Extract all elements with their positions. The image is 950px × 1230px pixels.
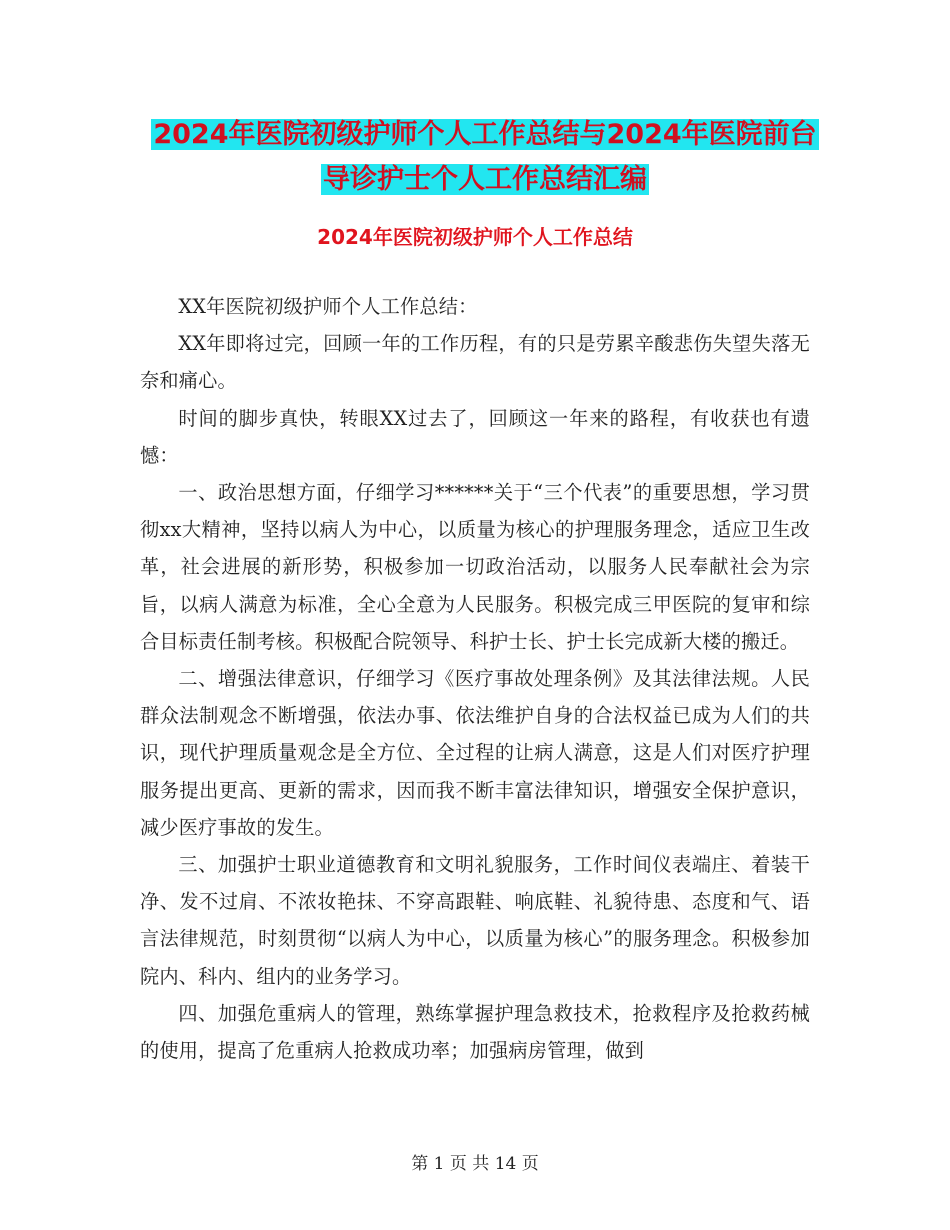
paragraph: 三、加强护士职业道德教育和文明礼貌服务，工作时间仪表端庄、着装干净、发不过肩、不浓妆艳抹、不穿高跟鞋、响底鞋、礼貌待患、态度和气、语言法律规范，时刻贯彻“以病人为中心，以质量为核心”的服务理念。积极参加院内、科内、组内的业务学习。 <box>140 853 810 988</box>
body-text <box>140 288 810 1069</box>
document-title <box>140 112 830 202</box>
paragraph: 时间的脚步真快，转眼XX过去了，回顾这一年来的路程，有收获也有遗憾： <box>140 406 810 467</box>
title-line-2: 导诊护士个人工作总结汇编 <box>323 164 647 195</box>
paragraph: 二、增强法律意识，仔细学习《医疗事故处理条例》及其法律法规。人民群众法制观念不断增强，依法办事、依法维护自身的合法权益已成为人们的共识，现代护理质量观念是全方位、全过程的让病人满意，这是人们对医疗护理服务提出更高、更新的需求，因而我不断丰富法律知识，增强安全保护意识，减少医疗事故的发生。 <box>140 667 810 839</box>
paragraph: XX年即将过完，回顾一年的工作历程，有的只是劳累辛酸悲伤失望失落无奈和痛心。 <box>140 332 810 393</box>
title-line-1: 2024年医院初级护师个人工作总结与2024年医院前台 <box>153 119 817 150</box>
page-footer: 第 1 页 共 14 页 <box>411 1154 539 1174</box>
paragraph: XX年医院初级护师个人工作总结： <box>178 295 478 318</box>
paragraph: 四、加强危重病人的管理，熟练掌握护理急救技术，抢救程序及抢救药械的使用，提高了危重病人抢救成功率；加强病房管理，做到 <box>140 1001 810 1063</box>
paragraph: 一、政治思想方面，仔细学习******关于“三个代表”的重要思想，学习贯彻xx大精神，坚持以病人为中心，以质量为核心的护理服务理念，适应卫生改革，社会进展的新形势，积极参加一切政治活动，以服务人民奉献社会为宗旨，以病人满意为标准，全心全意为人民服务。积极完成三甲医院的复审和综合目标责任制考核。积极配合院领导、科护士长、护士长完成新大楼的搬迁。 <box>140 481 810 653</box>
section-subtitle: 2024年医院初级护师个人工作总结 <box>317 225 633 249</box>
